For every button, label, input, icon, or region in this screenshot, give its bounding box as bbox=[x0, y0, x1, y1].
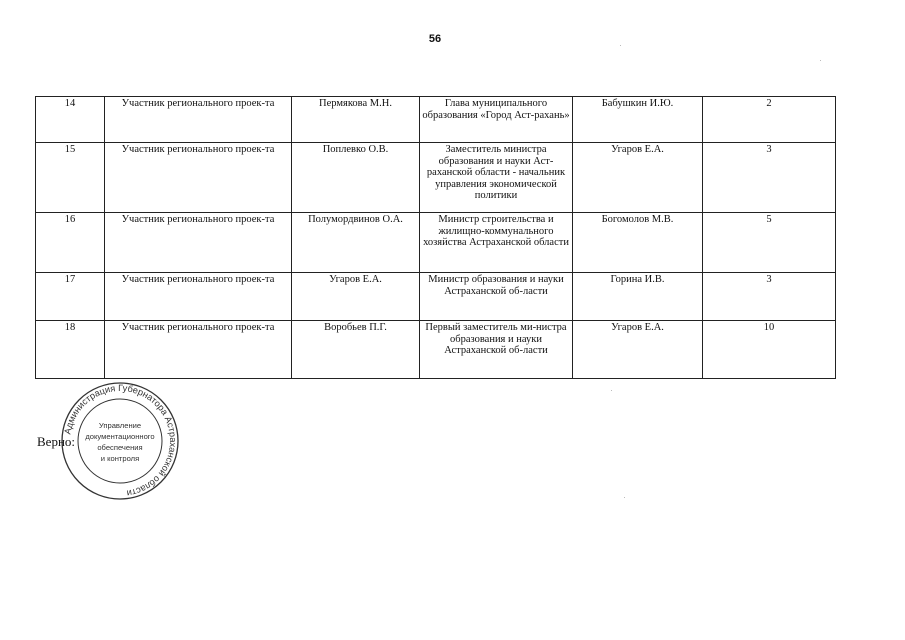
scan-speck bbox=[620, 45, 621, 46]
supervisor-cell: Бабушкин И.Ю. bbox=[573, 97, 703, 143]
scan-speck bbox=[611, 390, 612, 391]
supervisor-cell: Угаров Е.А. bbox=[573, 143, 703, 213]
stamp-inner-line: и контроля bbox=[100, 454, 140, 463]
supervisor-cell: Богомолов М.В. bbox=[573, 213, 703, 273]
value-cell: 10 bbox=[703, 321, 836, 379]
person-cell: Полумордвинов О.А. bbox=[292, 213, 420, 273]
value-cell: 3 bbox=[703, 273, 836, 321]
value-cell: 2 bbox=[703, 97, 836, 143]
scan-speck bbox=[624, 497, 625, 498]
verification-note: Верно: bbox=[37, 434, 76, 449]
person-cell: Пермякова М.Н. bbox=[292, 97, 420, 143]
role-cell: Участник регионального проек-та bbox=[105, 321, 292, 379]
row-number-cell: 17 bbox=[36, 273, 105, 321]
row-number-cell: 14 bbox=[36, 97, 105, 143]
position-cell: Министр образования и науки Астраханской об-ласти bbox=[420, 273, 573, 321]
table-row bbox=[36, 321, 836, 379]
official-stamp bbox=[60, 381, 180, 501]
person-cell: Поплевко О.В. bbox=[292, 143, 420, 213]
supervisor-cell: Угаров Е.А. bbox=[573, 321, 703, 379]
table-row bbox=[36, 213, 836, 273]
role-cell: Участник регионального проек-та bbox=[105, 143, 292, 213]
participants-table bbox=[35, 96, 836, 379]
table-row bbox=[36, 143, 836, 213]
row-number-cell: 16 bbox=[36, 213, 105, 273]
person-cell: Угаров Е.А. bbox=[292, 273, 420, 321]
role-cell: Участник регионального проек-та bbox=[105, 213, 292, 273]
stamp-inner-line: Управление bbox=[98, 421, 142, 430]
table-row bbox=[36, 97, 836, 143]
row-number-cell: 15 bbox=[36, 143, 105, 213]
person-cell: Воробьев П.Г. bbox=[292, 321, 420, 379]
scan-speck bbox=[820, 60, 821, 61]
position-cell: Министр строительства и жилищно-коммунального хозяйства Астраханской области bbox=[420, 213, 573, 273]
role-cell: Участник регионального проек-та bbox=[105, 273, 292, 321]
stamp-inner-line: документационного bbox=[85, 432, 155, 441]
supervisor-cell: Горина И.В. bbox=[573, 273, 703, 321]
position-cell: Заместитель министра образования и науки Аст-раханской области - начальник управления экономической политики bbox=[420, 143, 573, 213]
position-cell: Глава муниципального образования «Город Аст-рахань» bbox=[420, 97, 573, 143]
stamp-inner-ring bbox=[78, 399, 162, 483]
row-number-cell: 18 bbox=[36, 321, 105, 379]
stamp-inner-line: обеспечения bbox=[97, 443, 143, 452]
role-cell: Участник регионального проек-та bbox=[105, 97, 292, 143]
value-cell: 3 bbox=[703, 143, 836, 213]
table-row bbox=[36, 273, 836, 321]
page-number: 56 bbox=[428, 33, 442, 45]
position-cell: Первый заместитель ми-нистра образования и науки Астраханской об-ласти bbox=[420, 321, 573, 379]
stamp-outer-text: Администрация Губернатора Астраханской области bbox=[62, 382, 179, 499]
value-cell: 5 bbox=[703, 213, 836, 273]
